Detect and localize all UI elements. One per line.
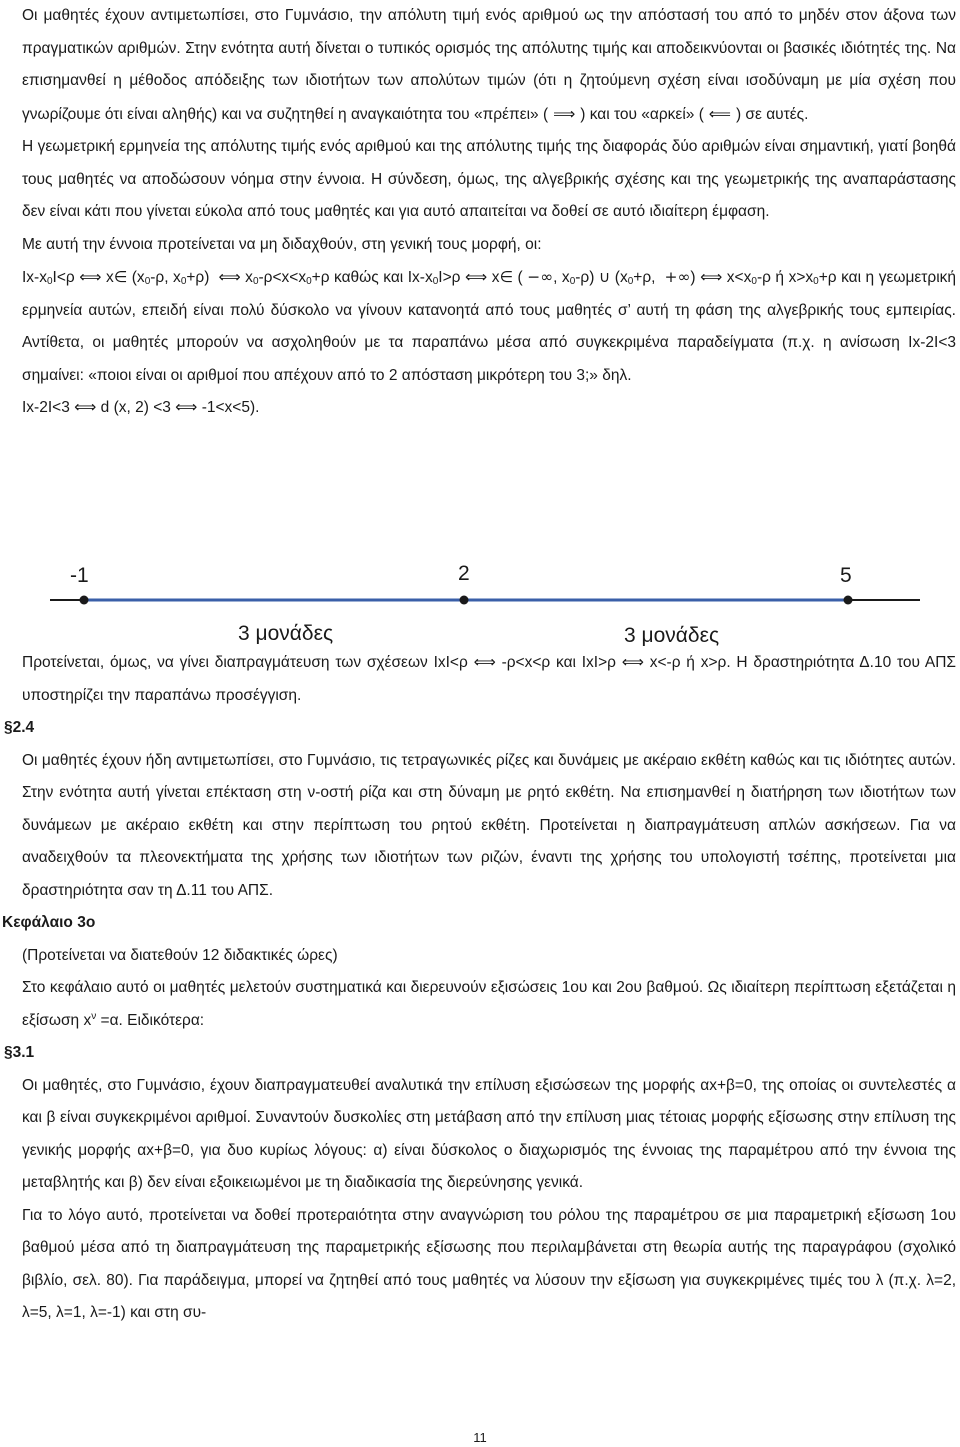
text-block-bottom — [2, 647, 956, 1330]
label-two: 2 — [458, 562, 470, 585]
right-units-label: 3 μονάδες — [624, 624, 720, 646]
paragraph-absolute-value-intro: Οι μαθητές έχουν αντιμετωπίσει, στο Γυμνάσιο, την απόλυτη τιμή ενός αριθμού ως την απόστασή του από το μηδέν στον άξονα των πραγματικών αριθμών. Στην ενότητα αυτή δίνεται ο τυπικός ορισμός της απόλυτης τιμής και αποδεικνύονται οι βασικές ιδιότητές της. Να επισημανθεί η μέθοδος απόδειξης των ιδιοτήτων των απολύτων τιμών (ότι η ζητούμενη σχέση είναι ισοδύναμη με μία σχέση που γνωρίζουμε ότι είναι αληθής) και να συζητηθεί η αναγκαιότητα του «πρέπει» ( ⟹ ) και του «αρκεί» ( ⟸ ) σε αυτές. — [22, 7, 956, 123]
chapter-heading: Κεφάλαιο 3ο — [2, 914, 96, 931]
implied-by-arrow-icon: ⟸ — [703, 104, 736, 123]
point-minus-one — [80, 596, 89, 605]
paragraph-example-result: Ιx-2Ι<3 ⟺ d (x, 2) <3 ⟺ -1<x<5). — [22, 399, 260, 416]
implies-arrow-icon: ⟹ — [548, 104, 581, 123]
paragraph-roots-powers: Οι μαθητές έχουν ήδη αντιμετωπίσει, στο Γυμνάσιο, τις τετραγωνικές ρίζες και δυνάμεις με ακέραιο εκθέτη καθώς και τις ιδιότητες αυτών. Στην ενότητα αυτή γίνεται επέκταση στη ν-οστή ρίζα και στη δύναμη με ρητό εκθέτη. Να επισημανθεί η διατήρηση των ιδιοτήτων των δυνάμεων με ακέραιο εκθέτη και στην περίπτωση του ρητού εκθέτη. Προτείνεται η διαπραγμάτευση απλών ασκήσεων. Για να αναδειχθούν τα πλεονεκτήματα της χρήσης των ιδιοτήτων των ριζών, έναντι της χρήσης του υπολογιστή τσέπης, προτείνεται μια δραστηριότητα σαν τη Δ.11 του ΑΠΣ. — [22, 751, 956, 899]
paragraph-parameter-role: Για το λόγο αυτό, προτείνεται να δοθεί προτεραιότητα στην αναγνώριση του ρόλου της παραμέτρου σε μια παραμετρική εξίσωση 1ου βαθμού μέσα από τη διαπραγμάτευση της παραμετρικής εξίσωσης που περιλαμβάνεται στη θεωρία αυτής της παραγράφου (σχολικό βιβλίο, σελ. 80). Για παράδειγμα, μπορεί να ζητηθεί από τους μαθητές να λύσουν την εξίσωση για συγκεκριμένες τιμές του λ (π.χ. λ=2, λ=5, λ=1, λ=-1) και στη συ- — [22, 1206, 956, 1321]
point-two — [460, 596, 469, 605]
paragraph-negotiation: Προτείνεται, όμως, να γίνει διαπραγμάτευση των σχέσεων ΙxΙ<ρ ⟺ -ρ<x<ρ και ΙxΙ>ρ ⟺ x<-ρ ή x>ρ. Η δραστηριότητα Δ.10 του ΑΠΣ υποστηρίζει την παραπάνω προσέγγιση. — [22, 654, 956, 704]
page-number: 11 — [473, 1430, 487, 1445]
section-heading-3-1: §3.1 — [4, 1044, 35, 1061]
paragraph-not-taught: Με αυτή την έννοια προτείνεται να μη διδαχθούν, στη γενική τους μορφή, οι: — [22, 235, 542, 253]
paragraph-geometric-interpretation: Η γεωμετρική ερμηνεία της απόλυτης τιμής ενός αριθμού και της απόλυτης τιμής της διαφοράς δύο αριθμών είναι σημαντική, γιατί βοηθά τους μαθητές να αποδώσουν νόημα στην έννοια. Η σύνδεση, όμως, της αλγεβρικής σχέσης και της γεωμετρικής της αναπαράστασης δεν είναι κάτι που γίνεται εύκολα από τους μαθητές και για αυτό απαιτείται να δοθεί σε αυτό ιδιαίτερη έμφαση. — [22, 138, 956, 220]
label-five: 5 — [840, 564, 852, 587]
formula-inline: $Ix-x_0I<\rho$ ⟺ x∈ ($x_0-\rho$, $x_0+\rho$) ⟺ $x_0-\rho<x<x_0+\rho$ καθώς και $Ix-x_0I>\rho$ ⟺ x∈ ( −∞, $x_0-\rho$) ∪ ($x_0+\rho$, +∞) ⟺ $x<x_0-\rho$ ή $x>x_0+\rho$ — [22, 268, 837, 287]
paragraph-chapter-overview: Στο κεφάλαιο αυτό οι μαθητές μελετούν συστηματικά και διερευνούν εξισώσεις 1ου και 2ου βαθμού. Ως ιδιαίτερη περίπτωση εξετάζεται η εξίσωση $x^\nu =\alpha$. Ειδικότερα: — [22, 979, 956, 1029]
section-heading-2-4: §2.4 — [4, 719, 35, 736]
label-minus-one: -1 — [70, 564, 89, 587]
paragraph-hours: (Προτείνεται να διατεθούν 12 διδακτικές ώρες) — [22, 946, 338, 964]
number-line-svg — [50, 560, 920, 646]
paragraph-formulas: $Ix-x_0I<\rho$ ⟺ x∈ ($x_0-\rho$, $x_0+\rho$) ⟺ $x_0-\rho<x<x_0+\rho$ καθώς και $Ix-x_0I>\rho$ ⟺ x∈ ( −∞, $x_0-\rho$) ∪ ($x_0+\rho$, +∞) ⟺ $x<x_0-\rho$ ή $x>x_0+\rho$ και η γεωμετρική ερμηνεία αυτών, επειδή είναι πολύ δύσκολο να γίνουν κατανοητά από τους μαθητές σ’ αυτή τη φάση της αλγεβρικής τους εμπειρίας. Αντίθετα, οι μαθητές μπορούν να ασχοληθούν με τα παραπάνω μέσα από συγκεκριμένα παραδείγματα (π.χ. η ανίσωση Ιx-2Ι<3 σημαίνει: «ποιοι είναι οι αριθμοί που απέχουν από το 2 απόσταση μικρότερη του 3;» δηλ. — [22, 268, 957, 384]
paragraph-linear-equations: Οι μαθητές, στο Γυμνάσιο, έχουν διαπραγματευθεί αναλυτικά την επίλυση εξισώσεων της μορφής αx+β=0, της οποίας οι συντελεστές α και β είναι συγκεκριμένοι αριθμοί. Συναντούν δυσκολίες στη μετάβαση από την επίλυση μιας τέτοιας μορφής εξίσωσης στην επίλυση της γενικής μορφής αx+β=0, για δυο κυρίως λόγους: α) είναι δύσκολος ο διαχωρισμός της έννοιας της παραμέτρου από την έννοια της μεταβλητής και β) δεν είναι εξοικειωμένοι με τη διαδικασία της διερεύνησης γενικά. — [22, 1076, 956, 1191]
text-block-top — [22, 0, 956, 425]
number-line-figure — [50, 560, 920, 646]
left-units-label: 3 μονάδες — [238, 622, 334, 645]
point-five — [844, 596, 853, 605]
